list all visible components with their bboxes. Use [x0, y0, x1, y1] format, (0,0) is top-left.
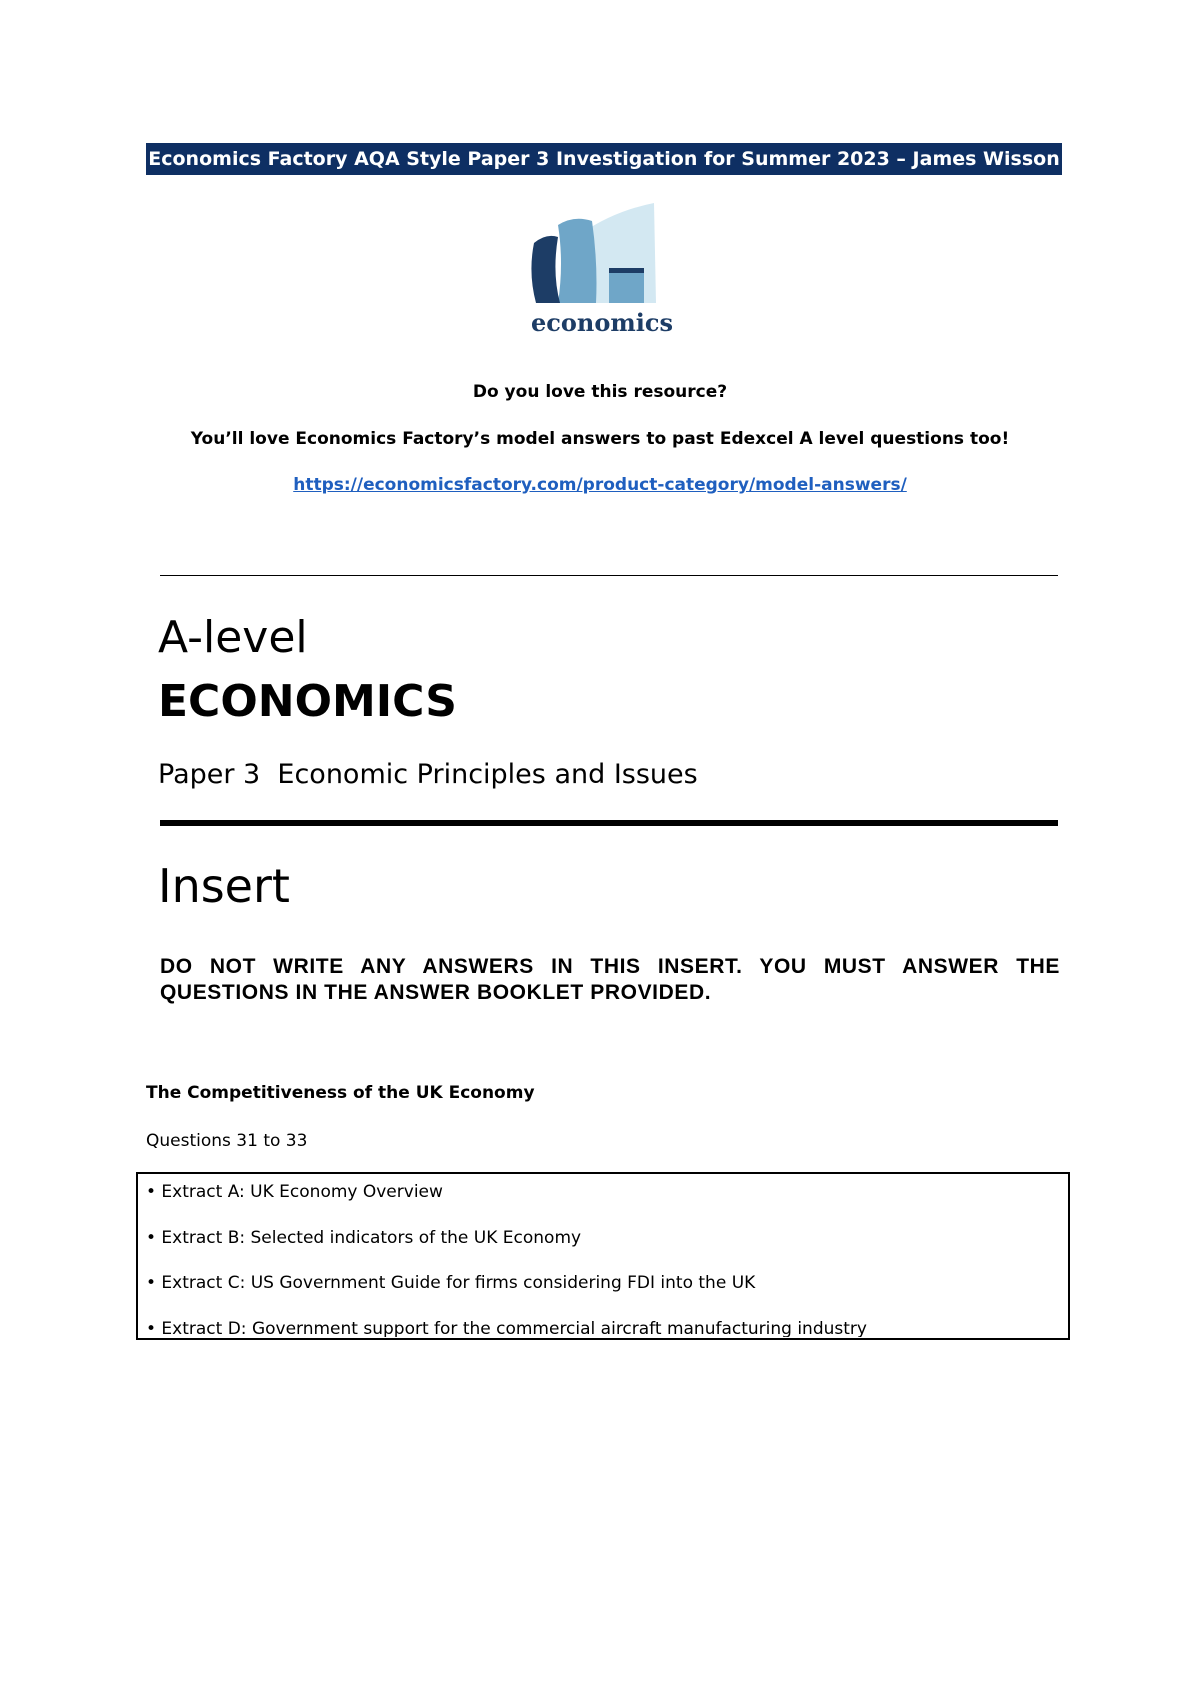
subject-heading: ECONOMICS	[158, 676, 457, 727]
section-title: The Competitiveness of the UK Economy	[146, 1083, 535, 1103]
logo-graphic	[524, 203, 684, 343]
extract-list	[136, 1172, 1070, 1340]
questions-label: Questions 31 to 33	[146, 1131, 308, 1151]
insert-heading: Insert	[158, 859, 290, 913]
warning-text: DO NOT WRITE ANY ANSWERS IN THIS INSERT. YOU MUST ANSWER THE QUESTIONS IN THE ANSWER BOOKLET PROVIDED.	[160, 955, 1060, 1004]
model-answers-link[interactable]: https://economicsfactory.com/product-category/model-answers/	[293, 475, 907, 495]
thick-divider	[160, 820, 1058, 826]
paper-heading: Paper 3 Economic Principles and Issues	[158, 759, 698, 790]
promo-link-row	[0, 475, 1200, 495]
economics-logo	[524, 203, 684, 343]
title-banner: Economics Factory AQA Style Paper 3 Investigation for Summer 2023 – James Wisson	[146, 143, 1062, 175]
extract-item-a: • Extract A: UK Economy Overview	[146, 1182, 443, 1202]
logo-text: economics	[531, 308, 673, 337]
promo-message: You’ll love Economics Factory’s model answers to past Edexcel A level questions too!	[190, 429, 1010, 449]
extract-item-c: • Extract C: US Government Guide for firms considering FDI into the UK	[146, 1273, 756, 1293]
divider	[160, 575, 1058, 576]
promo-question: Do you love this resource?	[472, 382, 728, 402]
level-heading: A-level	[158, 612, 308, 663]
extract-item-b: • Extract B: Selected indicators of the UK Economy	[146, 1228, 582, 1248]
extract-item-d: • Extract D: Government support for the commercial aircraft manufacturing industry	[146, 1319, 867, 1337]
